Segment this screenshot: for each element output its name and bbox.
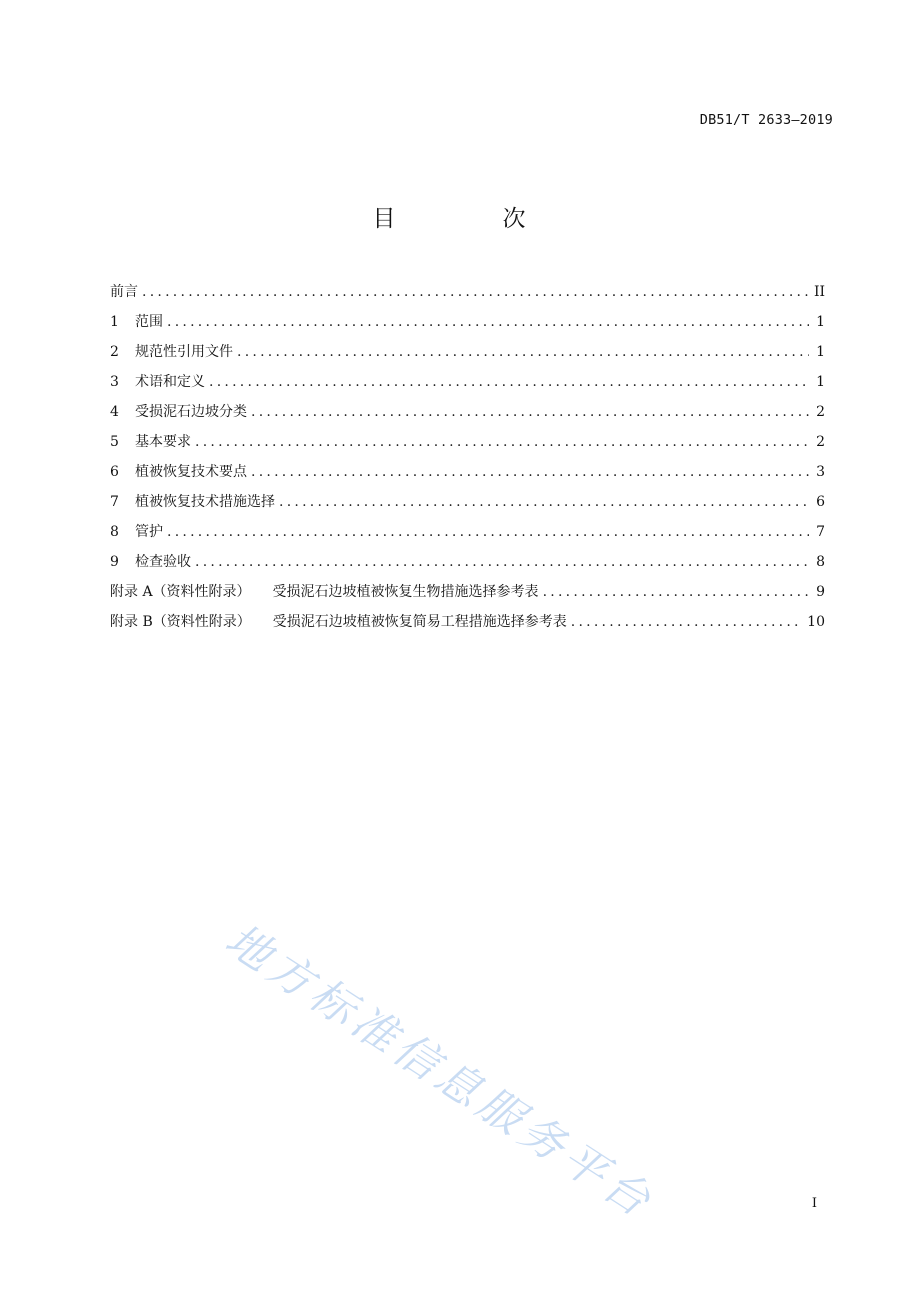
toc-leader-dots (571, 607, 801, 637)
toc-entry-page: 1 (816, 374, 825, 390)
toc-entry-number: 6 (110, 464, 119, 480)
toc-entry[interactable] (110, 517, 825, 547)
toc-leader-dots (142, 277, 808, 307)
toc-entry-label: 植被恢复技术措施选择 (135, 494, 275, 510)
toc-entry-label: 植被恢复技术要点 (135, 464, 247, 480)
toc-entry-page: 1 (816, 314, 825, 330)
toc-entry-page: 8 (816, 554, 825, 570)
toc-entry-number: 3 (110, 374, 119, 390)
toc-title: 目 次 (372, 206, 568, 232)
toc-leader-dots (195, 547, 809, 577)
toc-entry[interactable] (110, 367, 825, 397)
toc-leader-dots (167, 307, 809, 337)
toc-entry-label: 术语和定义 (135, 374, 205, 390)
toc-entry-number: 8 (110, 524, 119, 540)
toc-entry[interactable] (110, 457, 825, 487)
toc-entry-label: 受损泥石边坡分类 (135, 404, 247, 420)
toc-entry[interactable] (110, 577, 825, 607)
toc-entry[interactable] (110, 547, 825, 577)
toc-entry-number: 1 (110, 314, 119, 330)
document-code: DB51/T 2633—2019 (699, 112, 833, 128)
toc-entry-page: 2 (816, 434, 825, 450)
toc-entry-number: 4 (110, 404, 119, 420)
toc-entry-label: 范围 (135, 314, 163, 330)
toc-leader-dots (251, 397, 809, 427)
toc-leader-dots (209, 367, 809, 397)
toc-entry-appendix-prefix: 附录 B（资料性附录） (110, 614, 251, 630)
toc-leader-dots (167, 517, 809, 547)
toc-entry[interactable] (110, 307, 825, 337)
toc-entry-page: 7 (816, 524, 825, 540)
toc-entry-label: 基本要求 (135, 434, 191, 450)
toc-entry[interactable] (110, 337, 825, 367)
toc-entry-label: 管护 (135, 524, 163, 540)
toc-entry-page: 10 (807, 614, 825, 630)
toc-entry[interactable] (110, 397, 825, 427)
toc-entry-number: 2 (110, 344, 119, 360)
toc-entry-page: II (813, 284, 825, 300)
table-of-contents (110, 277, 825, 637)
toc-entry-label: 规范性引用文件 (135, 344, 233, 360)
toc-entry-label: 受损泥石边坡植被恢复简易工程措施选择参考表 (272, 614, 567, 630)
toc-entry-number: 9 (110, 554, 119, 570)
toc-entry-page: 1 (816, 344, 825, 360)
toc-leader-dots (543, 577, 809, 607)
toc-entry-appendix-prefix: 附录 A（资料性附录） (110, 584, 251, 600)
toc-leader-dots (251, 457, 809, 487)
toc-entry[interactable] (110, 427, 825, 457)
watermark: 地方标准信息服务平台 (216, 914, 664, 1230)
toc-entry[interactable] (110, 487, 825, 517)
toc-entry-number: 5 (110, 434, 119, 450)
toc-entry[interactable] (110, 607, 825, 637)
toc-leader-dots (195, 427, 809, 457)
toc-entry-page: 3 (816, 464, 825, 480)
toc-entry-number: 7 (110, 494, 119, 510)
toc-leader-dots (279, 487, 809, 517)
toc-entry-page: 2 (816, 404, 825, 420)
toc-entry-page: 6 (816, 494, 825, 510)
toc-entry-label: 检查验收 (135, 554, 191, 570)
page-number: I (811, 1196, 817, 1211)
toc-entry-label: 前言 (110, 284, 138, 300)
toc-leader-dots (237, 337, 809, 367)
toc-entry-label: 受损泥石边坡植被恢复生物措施选择参考表 (272, 584, 539, 600)
toc-entry-page: 9 (816, 584, 825, 600)
toc-entry[interactable] (110, 277, 825, 307)
